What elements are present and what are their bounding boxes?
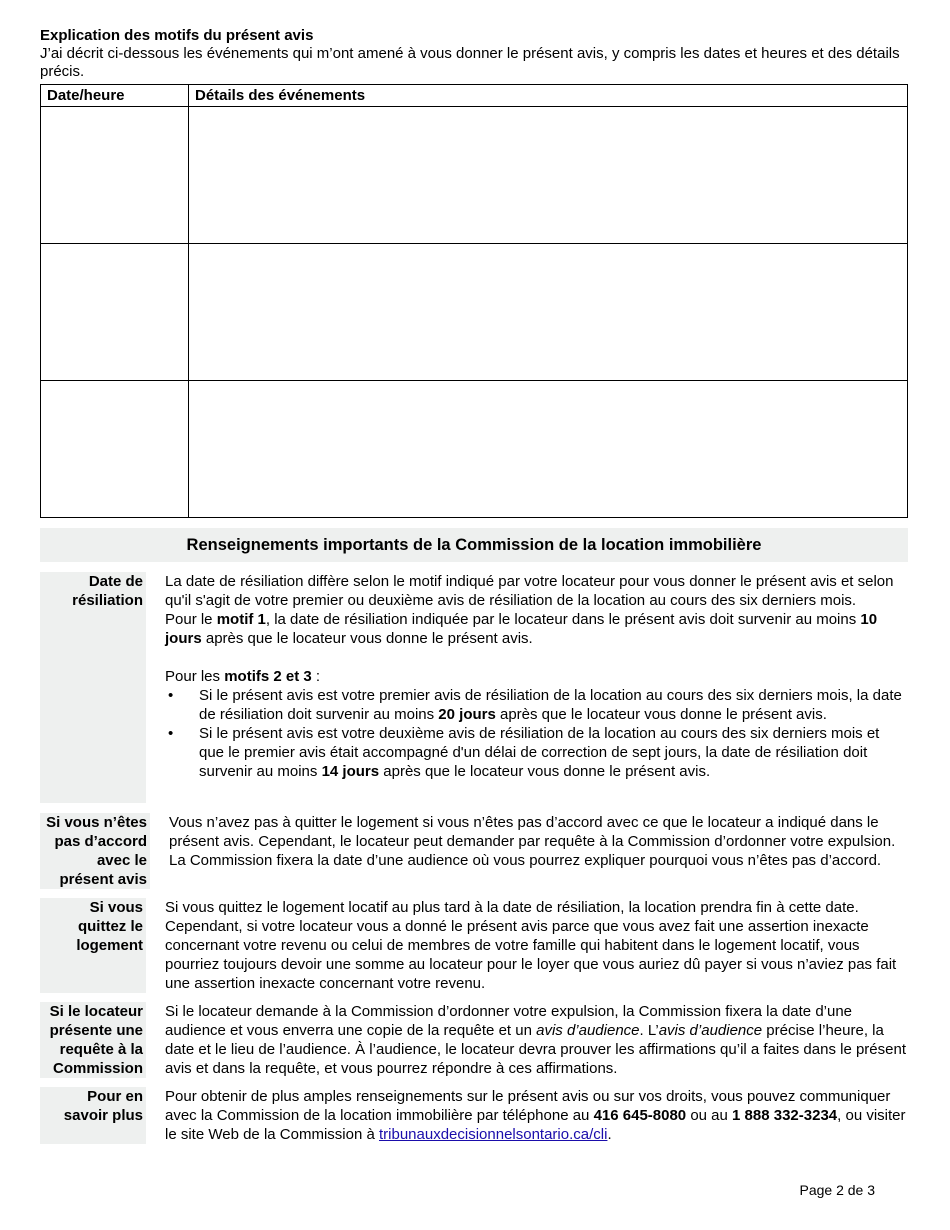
more-info-label: Pour en savoir plus	[40, 1087, 146, 1144]
termination-body	[146, 572, 908, 803]
termination-p2: Pour le motif 1, la date de résiliation indiquée par le locateur dans le présent avis doit survenir au moins 10 jours après que le locateur vous donne le présent avis.	[165, 611, 878, 647]
table-row	[41, 244, 908, 381]
application-body: Si le locateur demande à la Commission d’ordonner votre expulsion, la Commission fixera la date d’une audience et vous enverra une copie de la requête et un avis d’audience. L’avis d’audience précise l’heure, la date et le lieu de l’audience. À l’audience, le locateur devra prouver les affirmations qu’il a faites dans le présent avis et dans la requête, et vous pourrez répondre à ces affirmations.	[165, 1003, 906, 1077]
table-row	[41, 381, 908, 518]
page-number: Page 2 de 3	[799, 1182, 875, 1198]
bullet-icon: •	[168, 725, 174, 742]
termination-p1: La date de résiliation diffère selon le motif indiqué par votre locateur pour vous donner le présent avis et selon qu'il s'agit de votre premier ou deuxième avis de résiliation de la location au cours des six derniers mois.	[165, 573, 894, 609]
details-cell[interactable]	[189, 244, 908, 381]
datetime-cell[interactable]	[41, 381, 189, 518]
move-out-section	[40, 898, 908, 993]
application-section	[40, 1002, 908, 1078]
explanation-text: J’ai décrit ci-dessous les événements qui m’ont amené à vous donner le présent avis, y compris les dates et heures et des détails précis.	[40, 45, 900, 80]
table-header-row	[41, 85, 908, 107]
datetime-cell[interactable]	[41, 107, 189, 244]
bullet-icon: •	[168, 687, 174, 704]
list-item: • Si le présent avis est votre premier avis de résiliation de la location au cours des six derniers mois, la date de résiliation doit survenir au moins 20 jours après que le locateur vous donne le présent avis.	[168, 687, 902, 723]
details-cell[interactable]	[189, 107, 908, 244]
termination-label: Date de résiliation	[40, 572, 146, 803]
disagree-body: Vous n’avez pas à quitter le logement si vous n’êtes pas d’accord avec ce que le locateur a indiqué dans le présent avis. Cependant, le locateur peut demander par requête à la Commission d’ordonner votre expulsion. La Commission fixera la date d’une audience où vous pourrez expliquer pourquoi vous n’êtes pas d’accord.	[169, 814, 896, 869]
list-item: • Si le présent avis est votre deuxième avis de résiliation de la location au cours des six derniers mois et que le premier avis était accompagné d'un délai de correction de sept jours, la date de résiliation doit survenir au moins 14 jours après que le locateur vous donne le présent avis.	[168, 725, 880, 780]
col-datetime-header: Date/heure	[41, 85, 189, 107]
datetime-cell[interactable]	[41, 244, 189, 381]
application-label: Si le locateur présente une requête à la Commission	[40, 1002, 146, 1078]
more-info-body: Pour obtenir de plus amples renseignements sur le présent avis ou sur vos droits, vous pouvez communiquer avec la Commission de la location immobilière par téléphone au 416 645-8080 ou au 1 888 332-3234, ou visiter le site Web de la Commission à tribunauxdecisionnelsontario.ca/cli.	[165, 1088, 906, 1143]
table-row	[41, 107, 908, 244]
more-info-section	[40, 1087, 908, 1144]
disagree-label: Si vous n’êtes pas d’accord avec le présent avis	[40, 813, 150, 889]
move-out-label: Si vous quittez le logement	[40, 898, 146, 993]
explanation-title: Explication des motifs du présent avis	[40, 27, 314, 44]
website-link[interactable]: tribunauxdecisionnelsontario.ca/cli	[378, 1126, 608, 1143]
disagree-section	[40, 813, 908, 889]
info-banner: Renseignements importants de la Commission de la location immobilière	[40, 528, 908, 562]
document-page	[40, 27, 908, 1144]
termination-section	[40, 572, 908, 803]
termination-p3: Pour les motifs 2 et 3 :	[165, 668, 321, 685]
col-details-header: Détails des événements	[189, 85, 908, 107]
move-out-body: Si vous quittez le logement locatif au plus tard à la date de résiliation, la location prendra fin à cette date. Cependant, si votre locateur vous a donné le présent avis parce que vous avez fait une assertion inexacte concernant votre revenu ou celui de membres de votre famille qui habitent dans le logement locatif, vous pourriez toujours devoir une somme au locateur pour le loyer que vous auriez dû payer si vous n’aviez pas fait une assertion inexacte concernant votre revenu.	[165, 899, 897, 992]
details-cell[interactable]	[189, 381, 908, 518]
termination-list	[165, 686, 906, 781]
events-table	[40, 84, 908, 518]
